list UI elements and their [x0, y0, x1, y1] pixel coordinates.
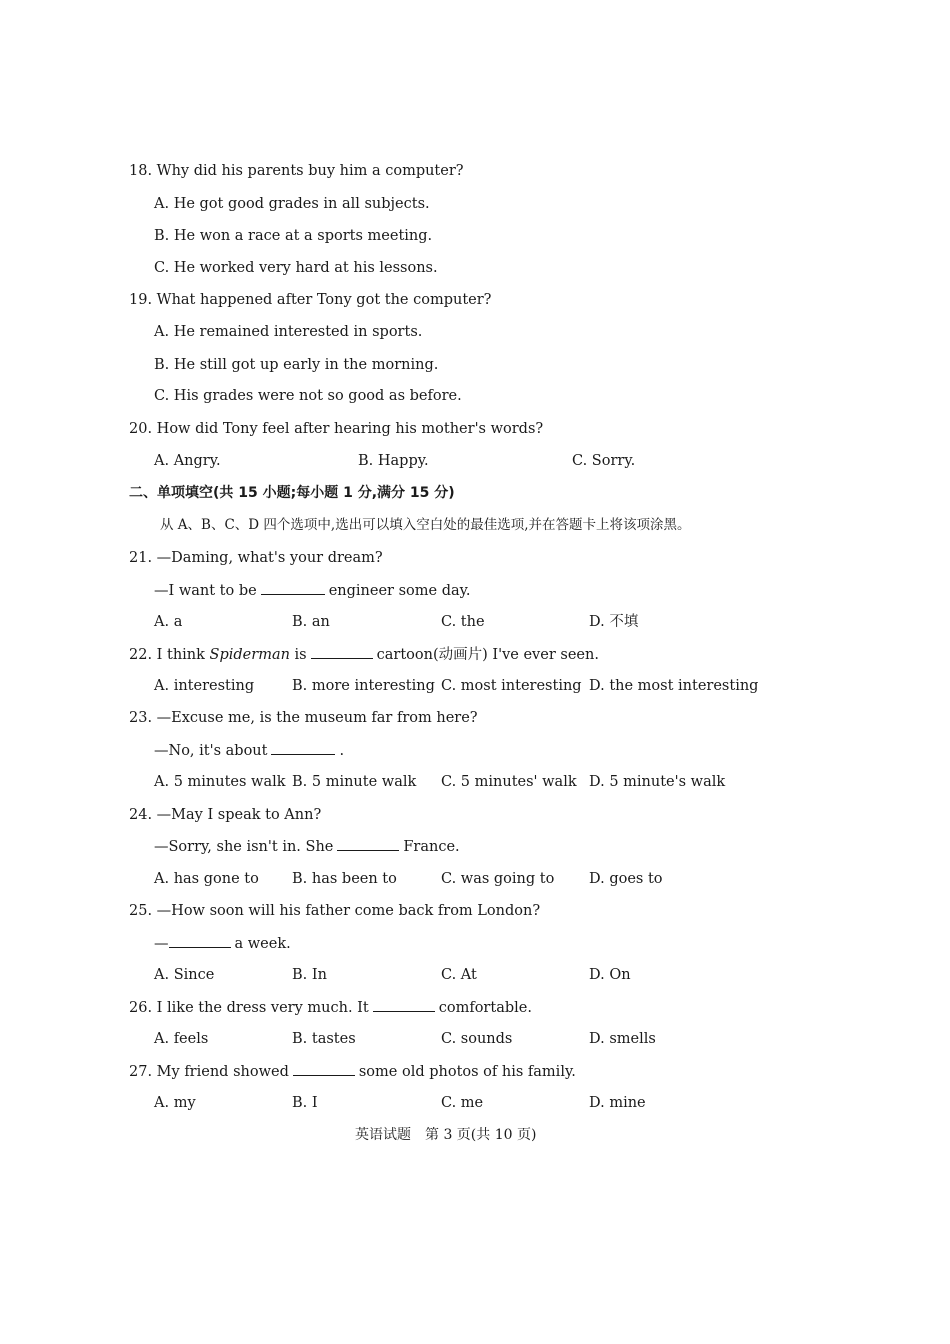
question-19-option-c: C. His grades were not so good as before. [154, 388, 462, 404]
question-25-option-c: C. At [441, 967, 477, 983]
page-footer: 英语试题 第 3 页(共 10 页) [355, 1127, 537, 1143]
question-22-option-a: A. interesting [154, 678, 255, 694]
question-23-option-b: B. 5 minute walk [292, 774, 417, 790]
question-20-option-c: C. Sorry. [572, 453, 636, 469]
question-22-option-d: D. the most interesting [589, 678, 759, 694]
answer-blank [169, 933, 231, 948]
question-18-option-c: C. He worked very hard at his lessons. [154, 260, 438, 276]
question-21-line1: 21. —Daming, what's your dream? [129, 550, 383, 566]
question-23-line2 [154, 740, 344, 761]
question-18-option-b: B. He won a race at a sports meeting. [154, 228, 433, 244]
question-24-suffix: France. [403, 839, 460, 855]
question-23-suffix: . [339, 743, 345, 759]
question-18-stem: 18. Why did his parents buy him a computer? [129, 163, 464, 179]
question-22-mid: is [294, 647, 307, 663]
question-26-option-c: C. sounds [441, 1031, 513, 1047]
question-24-line2 [154, 836, 460, 857]
question-23-line1: 23. —Excuse me, is the museum far from here? [129, 710, 478, 726]
question-25-line1: 25. —How soon will his father come back from London? [129, 903, 541, 919]
section-2-title: 二、单项填空(共 15 小题;每小题 1 分,满分 15 分) [129, 485, 455, 501]
question-20-stem: 20. How did Tony feel after hearing his mother's words? [129, 421, 544, 437]
question-21-suffix: engineer some day. [328, 583, 471, 599]
question-25-option-b: B. In [292, 967, 327, 983]
answer-blank [293, 1061, 355, 1076]
question-25-line2 [154, 933, 291, 954]
question-21-option-c: C. the [441, 614, 485, 630]
question-20-option-b: B. Happy. [358, 453, 429, 469]
question-23-option-a: A. 5 minutes walk [154, 774, 286, 790]
question-22-option-c: C. most interesting [441, 678, 582, 694]
question-23-prefix: —No, it's about [154, 743, 268, 759]
question-21-option-a: A. a [154, 614, 183, 630]
question-19-option-a: A. He remained interested in sports. [154, 324, 423, 340]
answer-blank [337, 836, 399, 851]
question-27-option-c: C. me [441, 1095, 484, 1111]
question-20-option-a: A. Angry. [154, 453, 221, 469]
question-27-option-b: B. I [292, 1095, 318, 1111]
question-21-option-d: D. 不填 [589, 614, 639, 630]
question-24-option-b: B. has been to [292, 871, 397, 887]
question-22-suffix: cartoon(动画片) I've ever seen. [376, 647, 599, 663]
question-19-stem: 19. What happened after Tony got the computer? [129, 292, 492, 308]
question-26-option-a: A. feels [154, 1031, 209, 1047]
answer-blank [311, 644, 373, 659]
question-21-line2 [154, 580, 471, 601]
answer-blank [373, 997, 435, 1012]
question-27-option-a: A. my [154, 1095, 196, 1111]
question-27-prefix: 27. My friend showed [129, 1064, 289, 1080]
question-27-stem [129, 1061, 576, 1082]
question-23-option-c: C. 5 minutes' walk [441, 774, 577, 790]
question-26-suffix: comfortable. [438, 1000, 532, 1016]
question-24-option-d: D. goes to [589, 871, 663, 887]
question-23-option-d: D. 5 minute's walk [589, 774, 726, 790]
answer-blank [261, 580, 325, 595]
question-25-option-d: D. On [589, 967, 631, 983]
question-24-option-c: C. was going to [441, 871, 555, 887]
question-24-option-a: A. has gone to [154, 871, 259, 887]
question-27-option-d: D. mine [589, 1095, 646, 1111]
question-26-stem [129, 997, 532, 1018]
question-24-prefix: —Sorry, she isn't in. She [154, 839, 334, 855]
question-26-prefix: 26. I like the dress very much. It [129, 1000, 369, 1016]
question-27-suffix: some old photos of his family. [358, 1064, 576, 1080]
question-22-stem [129, 644, 599, 665]
question-26-option-b: B. tastes [292, 1031, 356, 1047]
section-2-instruction: 从 A、B、C、D 四个选项中,选出可以填入空白处的最佳选项,并在答题卡上将该项涂黑。 [160, 517, 691, 533]
question-25-prefix: — [154, 936, 169, 952]
question-18-option-a: A. He got good grades in all subjects. [154, 196, 430, 212]
question-21-prefix: —I want to be [154, 583, 257, 599]
question-26-option-d: D. smells [589, 1031, 656, 1047]
answer-blank [271, 740, 335, 755]
question-24-line1: 24. —May I speak to Ann? [129, 807, 322, 823]
question-22-prefix: 22. I think [129, 647, 205, 663]
question-25-suffix: a week. [234, 936, 291, 952]
question-22-title-italic: Spiderman [209, 647, 290, 663]
question-22-option-b: B. more interesting [292, 678, 435, 694]
question-25-option-a: A. Since [154, 967, 215, 983]
question-21-option-b: B. an [292, 614, 330, 630]
question-19-option-b: B. He still got up early in the morning. [154, 357, 439, 373]
